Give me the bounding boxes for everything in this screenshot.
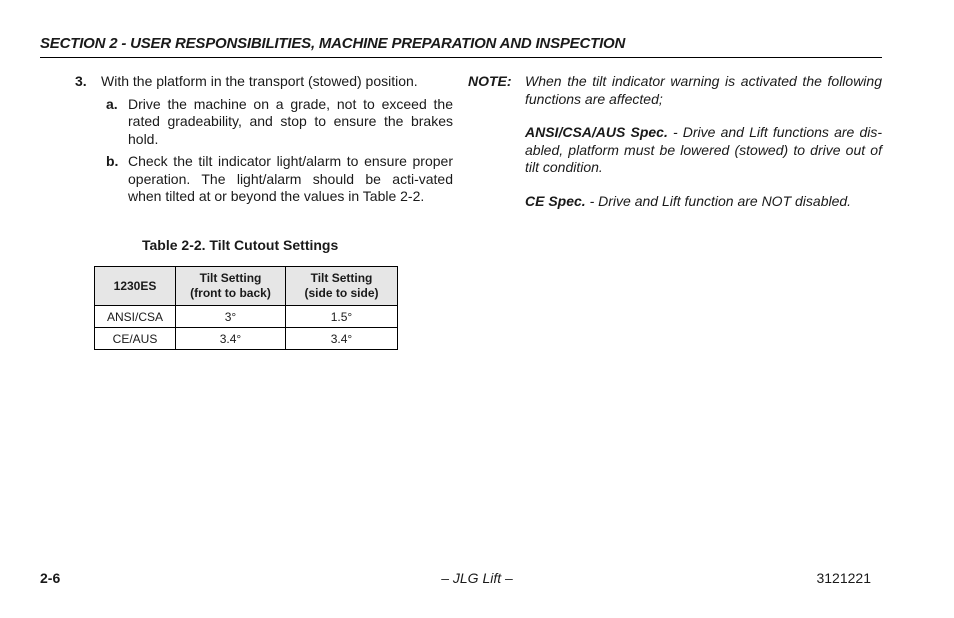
header-line: Tilt Setting — [310, 271, 373, 285]
table-cell: 3° — [176, 306, 286, 328]
step-text: With the platform in the transport (stowed) position. — [101, 73, 418, 89]
section-header: SECTION 2 - USER RESPONSIBILITIES, MACHINE PREPARATION AND INSPECTION — [40, 35, 882, 58]
header-line: (side to side) — [304, 286, 379, 300]
table-cell: 3.4° — [176, 328, 286, 350]
table-title: Table 2-2. Tilt Cutout Settings — [142, 237, 339, 253]
note-body — [525, 73, 882, 226]
substep-letter: b. — [106, 153, 119, 169]
spec-label: ANSI/CSA/AUS Spec. — [525, 124, 668, 140]
note-block — [468, 73, 882, 226]
note-paragraph — [525, 124, 882, 177]
table-header-row — [95, 267, 398, 306]
step-number: 3. — [75, 73, 87, 89]
footer-title: – JLG Lift – — [441, 570, 513, 586]
table-cell: CE/AUS — [95, 328, 176, 350]
header-line: Tilt Setting — [199, 271, 262, 285]
page-number: 2-6 — [40, 570, 61, 586]
spec-text: - Drive and Lift function are NOT disabled. — [585, 192, 852, 209]
substep-b — [106, 153, 453, 206]
spec-label: CE Spec. — [525, 192, 586, 209]
substep-text: Drive the machine on a grade, not to exceed the rated gradeability, and stop to ensure the brakes hold. — [128, 95, 453, 147]
header-front-to-back — [176, 267, 286, 306]
table-cell: 3.4° — [286, 328, 398, 350]
substep-a — [106, 96, 453, 149]
table-row — [95, 306, 398, 328]
document-number: 3121221 — [816, 570, 871, 586]
step-3 — [75, 73, 453, 91]
note-column — [468, 73, 882, 226]
table-cell: ANSI/CSA — [95, 306, 176, 328]
header-line: (front to back) — [190, 286, 271, 300]
spec-text: - Drive and Lift functions are dis-abled, platform must be lowered (stowed) to drive out of tilt condition. — [525, 124, 882, 175]
header-model: 1230ES — [95, 267, 176, 306]
note-label: NOTE: — [468, 73, 512, 89]
table-cell: 1.5° — [286, 306, 398, 328]
table-row — [95, 328, 398, 350]
substep-letter: a. — [106, 95, 118, 112]
procedure-column — [75, 73, 453, 206]
header-side-to-side — [286, 267, 398, 306]
note-paragraph — [525, 193, 882, 211]
tilt-cutout-table — [94, 266, 398, 350]
substep-text: Check the tilt indicator light/alarm to ensure proper operation. The light/alarm should be acti-vated when tilted at or beyond the values in Table 2-2. — [128, 153, 453, 204]
note-paragraph: When the tilt indicator warning is activated the following functions are affected; — [525, 73, 882, 107]
